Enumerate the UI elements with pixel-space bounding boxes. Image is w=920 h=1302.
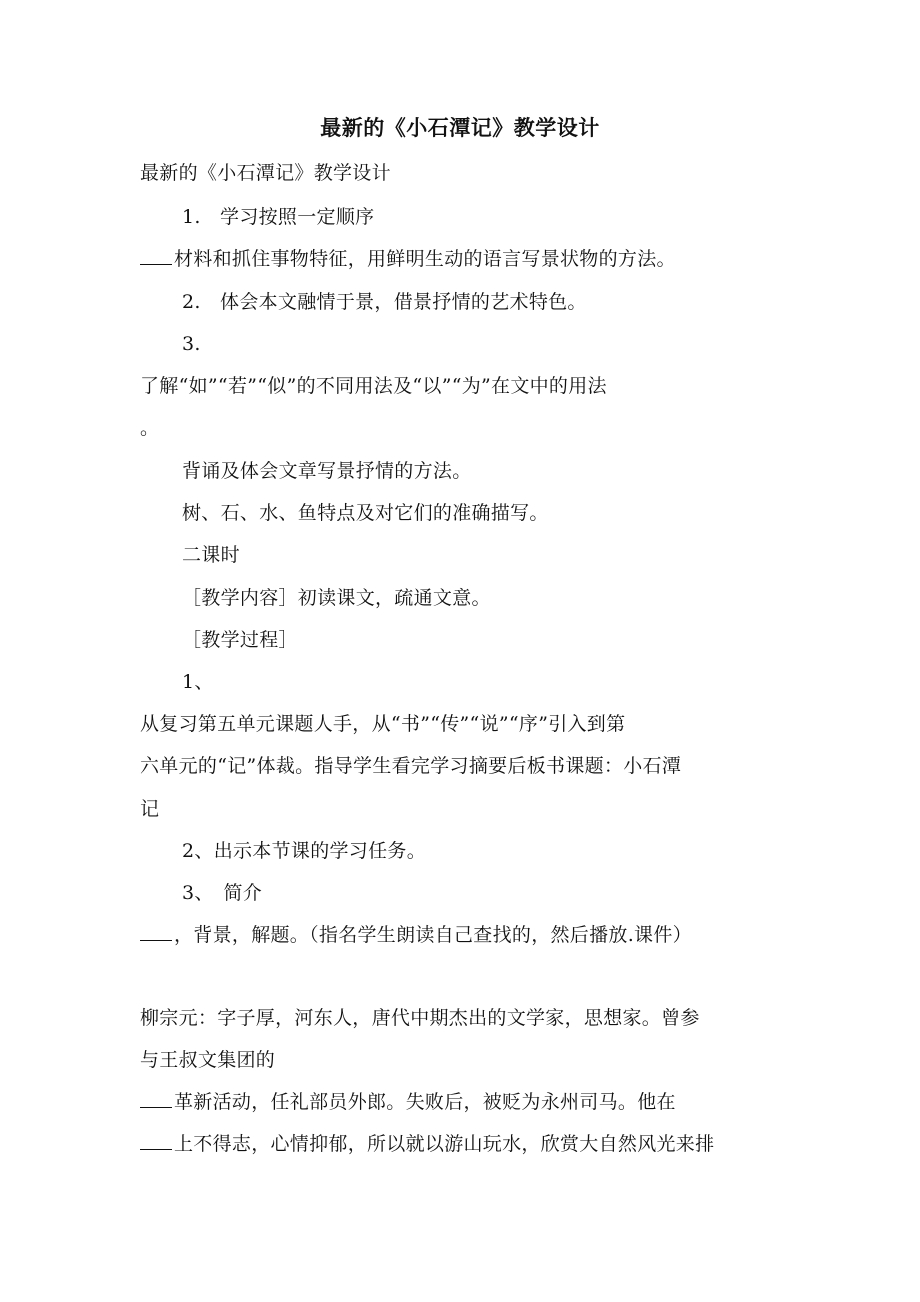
author-intro-text-3: 革新活动，任礼部员外郎。失败后，被贬为永州司马。他在: [174, 1091, 676, 1113]
fill-in-blank: [140, 1131, 172, 1150]
step-1-number: 1、: [182, 671, 214, 693]
objective-3-end: 。: [140, 417, 160, 439]
teaching-process: ［教学过程］: [182, 629, 298, 651]
objective-1-continued: [140, 246, 780, 272]
author-intro: 柳宗元：字子厚，河东人，唐代中期杰出的文学家，思想家。曾参: [140, 1007, 700, 1029]
objective-3-text: 了解“如”“若”“似”的不同用法及“以”“为”在文中的用法: [140, 375, 607, 397]
fill-in-blank: [140, 922, 172, 941]
fill-in-blank: [140, 1089, 172, 1108]
step-1-text: 从复习第五单元课题人手，从“书”“传”“说”“序”引入到第: [140, 713, 626, 735]
key-point: 背诵及体会文章写景抒情的方法。: [182, 460, 472, 482]
document-title: 最新的《小石潭记》教学设计: [320, 116, 600, 140]
author-intro-text-4: 上不得志，心情抑郁，所以就以游山玩水，欣赏大自然风光来排: [174, 1133, 715, 1155]
step-1-text-continued: 六单元的“记”体裁。指导学生看完学习摘要后板书课题：小石潭: [140, 755, 682, 777]
step-1-text-end: 记: [140, 798, 160, 820]
step-3-text: ，背景，解题。（指名学生朗读自己查找的，然后播放.课件）: [174, 924, 692, 946]
heading-line: 最新的《小石潭记》教学设计: [140, 162, 391, 184]
objective-1-text: 材料和抓住事物特征，用鲜明生动的语言写景状物的方法。: [174, 248, 676, 270]
author-intro-line-3: [140, 1089, 780, 1115]
author-intro-line-4: [140, 1131, 780, 1157]
step-3-continued: [140, 922, 780, 948]
fill-in-blank: [140, 246, 172, 265]
objective-3-number: 3.: [182, 333, 201, 355]
step-3: 3、 简介: [182, 882, 263, 904]
difficult-point: 树、石、水、鱼特点及对它们的准确描写。: [182, 502, 549, 524]
class-hours: 二课时: [182, 544, 240, 566]
objective-1: 1. 学习按照一定顺序: [182, 206, 375, 228]
objective-2: 2. 体会本文融情于景，借景抒情的艺术特色。: [182, 291, 587, 313]
author-intro-continued: 与王叔文集团的: [140, 1049, 276, 1071]
step-2: 2、出示本节课的学习任务。: [182, 840, 426, 862]
teaching-content: ［教学内容］初读课文，疏通文意。: [182, 587, 491, 609]
